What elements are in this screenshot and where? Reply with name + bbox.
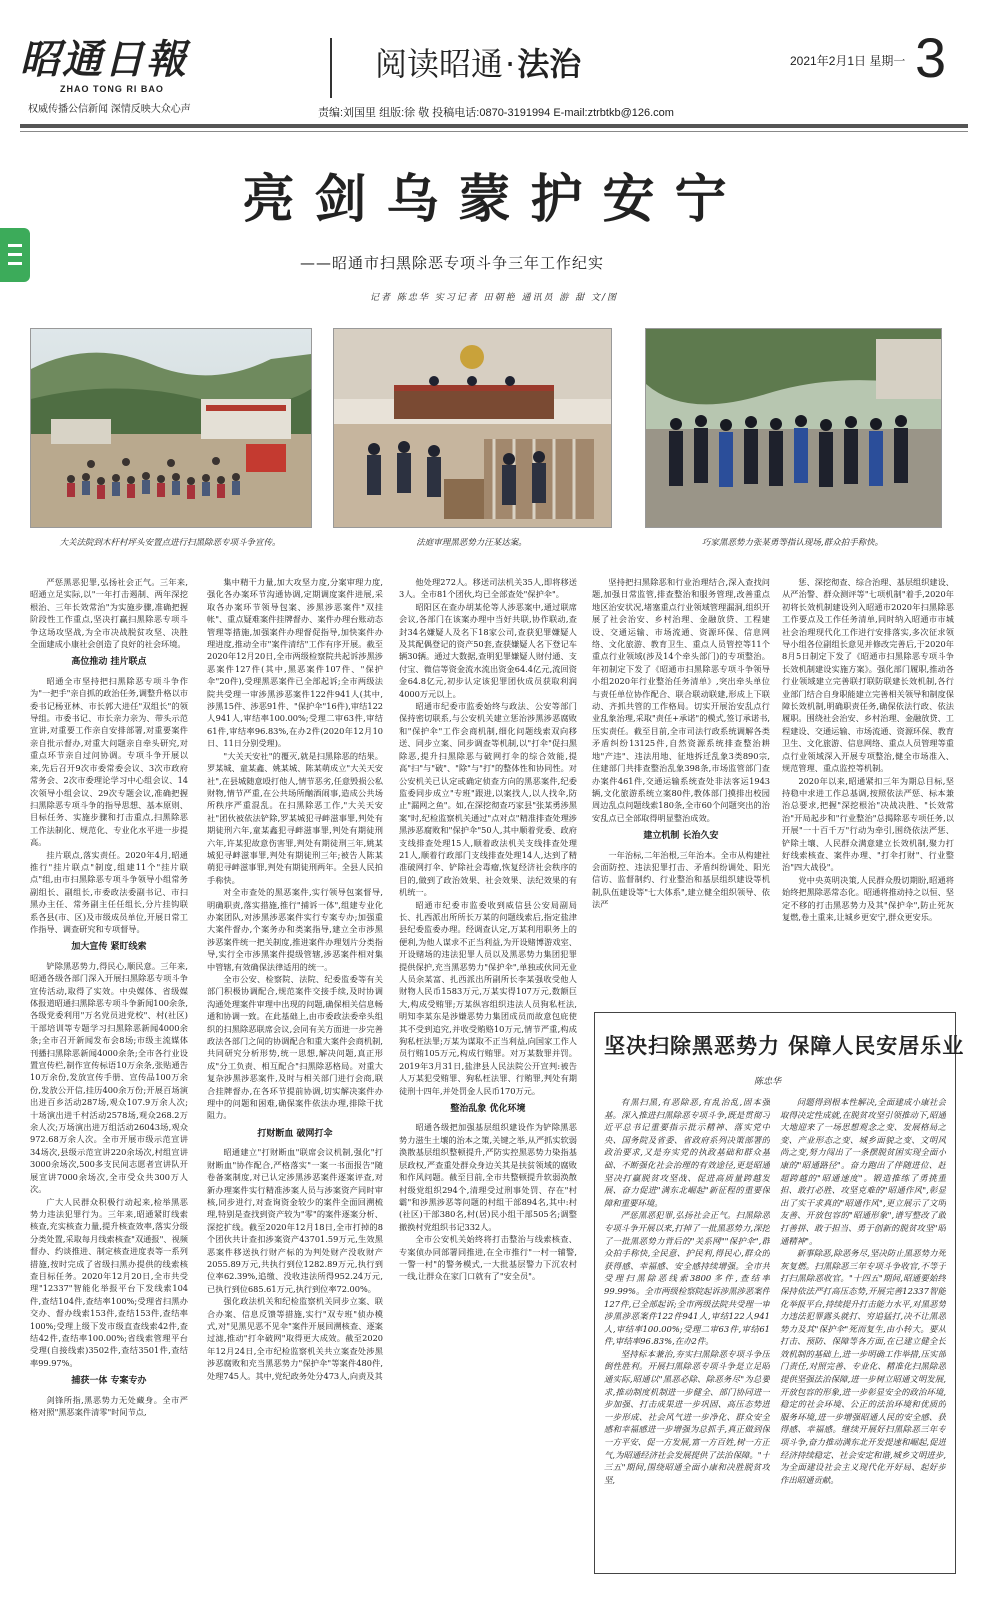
photo-caption: 大关法院到木杆村坪头安置点进行扫黑除恶专项斗争宣传。 xyxy=(59,538,281,548)
section-heading: 打财断血 破网打伞 xyxy=(257,1128,333,1139)
paragraph: 昭通市纪委市监委收到威信县公安局副局长、扎西派出所所长万某的问题线索后,指定盐津县纪委监委办理。经调查认定,万某利用职务上的便利,为他人谋求不正当利益,为开设赌博游戏室、开设赌场的违法犯罪人员以及黑恶势力集团犯罪提供保护,充当黑恶势力"保护伞",单独或伙同无业人员余某富、扎西派出所副所长李某强收受他人财物人民币1583万元,万某实得107万元,数额巨大,构成受贿罪;万某纵容组织违法人员狗私枉法,明知李某东是涉嫌恶势力集团成员而故意包庇使其不受到追究,并收受贿赂10万元,情节严重,构成狗私枉法罪;万某为谋取不正当利益,向国家工作人员行贿105万元,构成行贿罪。对万某数罪并罚。2019年3月31日,盐津县人民法院公开宣判:被告人万某犯受贿罪、狗私枉法罪、行贿罪,判处有期徒刑十四年,并处罚金人民币170万元。 xyxy=(399,899,577,1096)
article-column-3 xyxy=(399,576,577,1601)
photo-publicity-event xyxy=(30,328,312,528)
paragraph: 强化政法机关和纪检监察机关同步立案、联合办案、信息反馈等措施,实行"双专班"侦办模式,对"见黑见恶不见伞"案件开展回溯核查、逐案过滤,推动"打伞破网"取得更大成效。截至2020年12月24日,全市纪检监察机关共立案查处涉黑涉恶腐败和充当黑恶势力"保护伞"等案件480件,处理745人。其中,党纪政务处分473人,向责及其 xyxy=(207,1296,383,1381)
section-title xyxy=(375,44,581,84)
paragraph: 严惩黑恶犯罪,弘扬社会正气。扫黑除恶专项斗争开展以来,打掉了一批黑恶势力,深挖了一批黑恶势力背后的"关系网""保护伞",群众拍手称快,全民意、护民利,得民心,群众的获得感、幸福感、安全感持续增强。全市共受理扫黑除恶线索3800多件,查结率99.99%。全市两级检察院起诉涉黑涉恶案件127件,已全部起诉;全市两级法院共受理一审涉黑涉恶案件122件941人,审结122人941人,审结率100.00%;受理二审63件,审结61件,审结率96.83%,在办2件。 xyxy=(604,1210,770,1347)
commentary-column-1 xyxy=(604,1096,770,1566)
paragraph: 昭通建立"打财断血"联席会议机制,强化"打财断血"协作配合,严格落实"一案一书面报告"随卷备案制度,对已认定涉黑涉恶案件逐案评查,对新办理案件实行精准涉案人员与涉案资产同时审核,同步进行,对查询资金较少的案件全面回溯梳理,特别是查找到资产较为"零"的案件逐案分析、深挖扩线。截至2020年12月18日,全市打掉的8个团伙共计查扣涉案资产43701.59万元,生效黑恶案件移送执行财产标的为判处财产没收财产2055.89万元,共执行到位1282.89万元,执行到位率62.39%,追缴、没收违法所得952.24万元,已执行到位685.61万元,执行到位率72.00%。 xyxy=(207,1147,383,1294)
paragraph: 昭通市纪委市监委始终与政法、公安等部门保持密切联系,与公安机关建立惩治涉黑涉恶腐败和"保护伞"工作会商机制,细化问题线索双向移送、同步立案、同步调查等机制,以"打伞"促扫黑除恶,提升扫黑除恶与破网打伞的综合效能,提高"扫"与"破"、"除"与"打"的整体性和协同性。对公安机关已认定或确定侦查方向的黑恶案件,纪委监委同步成立"专班"跟进,以案找人,以人找伞,防止"漏网之鱼"。如,在深挖彻查巧家县"张某勇涉黑案"时,纪检监察机关通过"点对点"精准排查处理涉黑涉恶腐败和"保护伞"50人,其中顺着党委、政府支线排查处理15人,顺着政法机关支线排查处理21人,顺着行政部门支线排查处理14人,达到了精准破网打伞、铲除社会毒瘤,恢复经济社会秩序的目的,做到了政治效果、社会效果、法纪效果的有机统一。 xyxy=(399,701,577,898)
section-heading: 建立机制 长治久安 xyxy=(643,831,719,842)
paragraph: 严惩黑恶犯罪,弘扬社会正气。三年来,昭通立足实际,以"一年打击遏制、两年深挖根治、三年长效常治"为实施步骤,准确把握阶段性工作重点,坚决打赢扫黑除恶专项斗争这场攻坚战,为全市决战脱贫攻坚、决胜全面建成小康社会创造了良好的社会环境。 xyxy=(30,577,188,650)
section-heading: 高位推动 挂片联点 xyxy=(71,657,147,668)
masthead-rule-thin xyxy=(20,131,968,132)
page-number: 3 xyxy=(915,26,947,89)
newspaper-pinyin: ZHAO TONG RI BAO xyxy=(60,84,164,94)
section-dot: · xyxy=(505,45,516,83)
section-heading: 加大宣传 紧盯线索 xyxy=(71,942,147,953)
photo-courtroom xyxy=(333,328,612,528)
article-column-1 xyxy=(30,576,188,1601)
menu-icon-line xyxy=(8,262,22,265)
paragraph: 昭通各级把加强基层组织建设作为铲除黑恶势力滋生土壤的治本之策,关键之举,从严抓实软弱涣散基层组织整顿提升,严防实控黑恶势力染指基层政权,严查重处群众身边关其是扶贫领域的腐败和作风问题。截至目前,全市共整顿提升软弱涣散村级党组织294个,清理受过刑事处罚、存在"村霸"和涉黑涉恶等问题的村组干部894名,其中:村(社区)干部380名,村(居)民小组干部505名;调整撤换村党组织书记332人。 xyxy=(399,1122,577,1232)
paragraph: 昭通全市坚持把扫黑除恶专项斗争作为"一把手"亲自抓的政治任务,调整升格以市委书记杨亚林、市长郭大进任"双组长"的领导组。市委书记、市长亲力亲为、带头示范宣讲,对重要工作亲自安排部署,对重要案件亲自批示督办,对重大问题亲自牵头研究,对重点环节亲自过问协调。专项斗争开展以来,先后召开9次市委常委会议、3次市政府常务会、2次市委理论学习中心组会议、14次领导小组会议、29次专题会议,准确把握扫黑除恶专项斗争的指导思想、基本原则、目标任务、实施步骤和打击重点,扫黑除恶工作法制化、规范化、专业化水平进一步提高。 xyxy=(30,675,188,848)
paragraph: 铲除黑恶势力,得民心,顺民意。三年来,昭通各级各部门深入开展扫黑除恶专项斗争宣传活动,取得了实效。中央媒体、省级媒体报道昭通扫黑除恶专项斗争新闻100余条,各级党委利用"万名党员进党校"、村(社区)干部培训等专题学习扫黑除恶新闻4000余条;全市召开新闻发布会8场;市级主流媒体刊播扫黑除恶新闻4000余条;全市各行业设置宣传栏,制作宣传标语10万余条,张贴通告10万余份,发放宣传手册、宣传品100万余份,发放公开信,挂历400余万份;开展百场演出进百乡活动287场,观众107.9万余人次;十场演出进千村活动2578场,观众268.2万余人次;万场演出进万组活动26043场,观众972.68万余人次。全市开展市级示范宣讲34场次,县级示范宣讲220余场次,村组宣讲3000余场次,500多支民间志愿者宣讲队开展宣讲7000余场次,全市受众共300万人次。 xyxy=(30,960,188,1195)
issue-date: 2021年2月1日 星期一 xyxy=(790,54,906,68)
paragraph: 对全市查处的黑恶案件,实行领导包案督导,明确职责,落实措施,推行"捕诉一体",组建专业化办案团队,对涉黑涉恶案件实行专案专办;加强重大案件督办,个案务办和类案指导,建立全市涉黑涉恶案件统一把关制度,推进案件办理划片分类指导,实行全市涉黑案件提级管辖,涉恶案件相对集中管辖,有效确保法律适用的统一。 xyxy=(207,887,383,972)
paragraph: 他处理272人。移送司法机关35人,即将移送3人。全市81个团伙,均已全部查处"保护伞"。 xyxy=(399,577,577,600)
article-column-2 xyxy=(207,576,383,1601)
section-heading: 捕获一体 专案专办 xyxy=(71,1376,147,1387)
photo-scene-identification xyxy=(645,328,942,528)
paragraph: 2020年以来,昭通紧扣三年为期总目标,坚持稳中求进工作总基调,按照依法严惩、标本兼治总要求,把握"深挖根治"决战决胜、"长效常治"开局起步和"行业整治"总揭除恶专项任务,以开展"一十百千万"行动为牵引,围绕依法严惩、铲除土壤、人民群众满意建立长效机制,聚力打好线索核查、案件办理、"打伞打财"、行业整治"四大战役"。 xyxy=(782,775,954,873)
photo-caption: 法庭审理黑恶势力汪某达案。 xyxy=(416,538,527,548)
paragraph: 挂片联点,落实责任。2020年4月,昭通推行"挂片联点"制度,组建11个"挂片联点"组,由市扫黑除恶专项斗争领导小组常务副组长、副组长,市委政法委副书记、市扫黑办主任、常务副主任任组长,分片挂钩联系各县(市、区)及市级成员单位,开展日常工作指导、调查研究和专项督导。 xyxy=(30,849,188,934)
paragraph: 全市公安机关始终将打击整治与线索核查、专案侦办同部署同推进,在全市推行"一村一辅警,一警一村"的警务模式,一大批基层警力下沉农村一线,让群众在家门口就有了"安全员"。 xyxy=(399,1234,577,1282)
article-column-5 xyxy=(782,576,954,996)
paragraph: 剑锋所指,黑恶势力无处藏身。全市严格对照"黑恶案件清零"时间节点, xyxy=(30,1394,188,1417)
menu-icon-line xyxy=(8,244,22,247)
article-byline: 记者 陈忠华 实习记者 田朝艳 通讯员 游 甜 文/图 xyxy=(370,293,619,303)
commentary-title: 坚决扫除黑恶势力 保障人民安居乐业 xyxy=(604,1034,965,1058)
paragraph: 广大人民群众积极行动起来,检举黑恶势力违法犯罪行为。三年来,昭通紧盯线索核查,充实核查力量,提升核查效率,落实分级分类处置,采取每月线索核查"双通报"、视频督办、约谈推进、制定核查进度表等一系列措施,按时完成了省级扫黑办提供的线索核查目标任务。2020年12月20日,全市共受理"12337"智能化举报平台下发线索104件,查结104件,查结率100%;受理省扫黑办交办、督办线索153件,查结153件,查结率100%;受理上级下发市级直查线索42件,查结42件,查结率100.00%;省线索管理平台受理(自接线索)3502件,查结3501件,查结率99.97%。 xyxy=(30,1196,188,1368)
section-name: 阅读昭通 xyxy=(375,45,504,83)
paragraph: 新事除恶,除恶务尽,坚决防止黑恶势力死灰复燃。扫黑除恶三年专项斗争收官,不等于打扫黑除恶收官。"十四五"期间,昭通要始终保持依法严打高压态势,开展完善12337智能化举报平台,持续提升打击能力水平,对黑恶势力违法犯罪露头就打、穷追猛打,决不让黑恶势力及其"保护伞"死而复生,由小转大。要从打击、预防、保障等各方面,在已建立健全长效机制的基础上,进一步明确工作举措,压实部门责任,对照完善、专业化、精准化扫黑除恶提供坚强法治保障,进一步树立昭通文明发展,开放包容的形象,进一步彰显安全的政治环境,稳定的社会环境、公正的法治环境和优质的服务环境,进一步增强昭通人民的安全感、获得感、幸福感。继续开展好扫黑除恶三年专项斗争,奋力推动满东北开发提速和崛起,促进经济持续稳定、社会安定和谐,城乡文明进步,为全面建设社会主义现代化开好局、起好步作出昭通贡献。 xyxy=(780,1248,946,1485)
paragraph: 有黑扫黑,有恶除恶,有乱治乱,固本强基。深入推进扫黑除恶专项斗争,既是贯彻习近平总书记重要指示批示精神、落实党中央、国务院及省委、省政府系列决策部署的政治要求,又是夯实党的执政基础和群众基础、不断强化社会治理的有效途径,更是昭通坚决打赢脱贫攻坚战、促进高质量跨越发展、奋力促进"满东北崛起"新征程的重要保障和重要环境。 xyxy=(604,1097,770,1208)
article-headline: 亮剑乌蒙护安宁 xyxy=(242,170,747,230)
paragraph: 问题得到根本性解决,全面建成小康社会取得决定性成就,在脱贫攻坚引领推动下,昭通大地迎来了一场思想观念之变、发展格局之变、产业形态之变、城乡面貌之变、文明风尚之变,努力闯出了一条摆脱贫困实现全面小康的"昭通路径"。奋力跑出了伴随进位、赶超跨越的"昭通速度"。锻造推练了勇挑重担、敢打必胜、攻坚克难的"昭通作风",彰显出了实干求真的"昭通作风",更立展示了文明友善、开放包容的"昭通形象",谱写整改了敢打善拼、敢于担当、勇于创新的脱贫攻坚"昭通精神"。 xyxy=(780,1097,946,1246)
article-column-4 xyxy=(592,576,770,996)
paragraph: 昭阳区在查办胡某伦等人涉恶案中,通过联席会议,各部门在该案办理中当好共联,协作联动,查封34名嫌疑人及名下18家公司,查获犯罪嫌疑人及其配偶登记的资产50套,查获嫌疑人名下登记车辆30辆。通过大数据,查明犯罪嫌疑人财付通、支付宝、微信等资金流水流出资金64.4亿元,流回资金64.8亿元,初步认定该犯罪团伙成员获取利润4000万元以上。 xyxy=(399,601,577,699)
paragraph: 坚持把扫黑除恶和行业治理结合,深入查找问题,加强日常监管,排查整治和服务管理,改善重点地区治安状况,堵塞重点行业领域管理漏洞,组织开展了社会治安、乡村治理、金融放贷、工程建设、交通运输、市场流通、资源环保、信息网络、文化旅游、教育卫生、重点人员管控等11个重点行业领域(涉及14个牵头部门)的专项整治。年初制定下发了《昭通市扫黑除恶专项斗争领导小组2020年行业整治任务清单》,突出牵头单位与责任单位协作配合、联合联动联建,形成上下联动、齐抓共管的工作格局。切实开展治安乱点行业乱象治理,采取"责任+承诺"的模式,签订承诺书,压实责任。截至目前,全市司法行政系统调解各类矛盾纠纷13125件,自然资源系统排查整治耕地"产违"、违法用地、征地拆迁乱象3类890宗,住建部门共排查整治乱象398条,市场监管部门查办案件461件,交通运输系统查处非法客运1943辆,文化旅游系统立案80件,教体部门摸排出校园周边乱点问题线索180条,全市60个问题突出的治安乱点已全部取得明显整治成效。 xyxy=(592,577,770,823)
newspaper-tagline: 权威传播公信新闻 深情反映大众心声 xyxy=(28,104,191,115)
article-subhead: ——昭通市扫黑除恶专项斗争三年工作纪实 xyxy=(300,254,605,272)
masthead-rule xyxy=(20,124,968,128)
commentary-column-2 xyxy=(780,1096,946,1566)
section-heading: 整治乱象 优化环境 xyxy=(450,1104,526,1115)
paragraph: "大关天安社"的覆灭,就是扫黑除恶的结果。罗某城、童某鑫、姚某城、陈某萌成立"大关天安社",在县城随意殴打他人,情节恶劣,任意毁损公私财物,情节严重,在公共场所酗酒闹事,造成公共场所秩序严重混乱。在扫黑除恶工作,"大关天安社"团伙被依法铲除,罗某城犯寻衅滋事罪,判处有期徒刑六年,童某鑫犯寻衅滋事罪,判处有期徒刑六年,许某犯故意伤害罪,判处有期徒刑三年,姚某城犯寻衅滋事罪,判处有期徒刑三年;被告人陈某萌犯寻衅滋事罪,判处有期徒刑两年。全县人民拍手称快。 xyxy=(207,750,383,885)
sidebar-toggle-tab[interactable] xyxy=(0,228,30,282)
editor-credits: 责编:刘国里 组版:徐 敬 投稿电话:0870-3191994 E-mail:ztrbtkb@126.com xyxy=(318,107,674,119)
newspaper-logo: 昭通日報 xyxy=(20,36,188,83)
photo-caption: 巧家黑恶势力张某勇等指认现场,群众拍手称快。 xyxy=(701,538,884,548)
paragraph: 全市公安、检察院、法院、纪委监委等有关部门积极协调配合,规范案件交接手续,及时协调沟通处理案件审理中出现的问题,确保相关信息畅通和协调一致。在此基础上,由市委政法委牵头组织的扫黑除恶联席会议,会同有关方面进一步完善政法各部门之间的协调配合和重大案件会商机制,共同研究分析形势,统一思想,解决问题,真正形成"分工负责、相互配合"扫黑除恶格局。对重大复杂涉黑涉恶案件,及时与相关部门进行会商,联合挂牌督办,在各环节提前协调,切实解决案件办理中的问题和困难,确保案件依法办理,排除干扰阻力。 xyxy=(207,974,383,1121)
masthead-divider xyxy=(330,38,332,98)
paragraph: 党中央英明决策,人民群众殷切期盼,昭通将始终把黑除恶常态化。昭通将推动持之以恒、坚定不移的打击黑恶势力及其"保护伞",防止死灰复燃,卷土重来,让城乡更安宁,群众更安乐。 xyxy=(782,874,954,922)
section-topic: 法治 xyxy=(517,45,582,83)
paragraph: 坚持标本兼治,夯实扫黑除恶专项斗争压倒性胜利。开展扫黑除恶专项斗争是立足昭通实际,昭通以"黑恶必除、除恶务尽"为总要求,推动制度机制进一步健全、部门协同进一步加强、打击成果进一步巩固、高压态势进一步形成、社会风气进一步净化、群众安全感和幸福感进一步增强为总抓手,真正做到保一方平安、促一方发展,富一方百姓,树一方正气,为昭通经济社会发展提供了法治保障。"十三五"期间,围绕昭通全面小康和决胜脱贫攻坚, xyxy=(604,1348,770,1485)
menu-icon-line xyxy=(8,253,22,256)
commentary-author: 陈忠华 xyxy=(754,1077,782,1087)
paragraph: 一年治标,二年治根,三年治本。全市从构建社会面防控、违法犯罪打击、矛盾纠纷调处、阳光信访、监督制约、行业整治和基层组织建设等机制,队伍建设等"七大体系",建立健全组织领导、依法严 xyxy=(592,849,770,910)
paragraph: 集中精干力量,加大攻坚力度,分案审理力度,强化各办案环节沟通协调,定期调度案件进展,采取各办案环节领导包案、涉黑涉恶案件"双挂帐"、重点疑难案件挂牌督办、案件办理台账动态管理等措施,加强案件办理督促指导,加快案件办理进度,推动全市"案件清结"工作有序开展。截至2020年12月20日,全市两级检察院共起诉涉黑涉恶案件127件(其中,黑恶案件107件、"保护伞"20件),受理黑恶案件已全部起诉;全市两级法院共受理一审涉黑涉恶案件122件941人(其中,涉黑15件、涉恶91件、"保护伞"16件),审结122人941人,审结率100.00%;受理二审63件,审结61件,审结率96.83%,在办2件(2020年12月10日、11日分别受理)。 xyxy=(207,577,383,749)
paragraph: 惩、深挖彻查、综合治理、基层组织建设、从严治警、群众测评等"七项机制"着手,2020年初将长效机制建设列入昭通市2020年扫黑除恶工作要点及工作任务清单,同时纳入昭通市市城社会治理现代化工作进行安排落实,多次征求领导小组各位副组长意见并修改完善后,于2020年8月5日制定下发了《昭通市扫黑除恶专项斗争长效机制建设实施方案》。强化部门履职,推动各行业领域建立完善联打联防联建长效机制,各行业部门结合自身职能建立完善相关领导和制度保障长效机制,明确职责任务,确保依法行政、依法履职。围绕社会治安、乡村治理、金融放贷、工程建设、交通运输、市场流通、资源环保、教育卫生、文化旅游、信息网络、重点人员管理等重点行业领域深入开展专项整治,健全市场准入、规范管理、重点监控等机制。 xyxy=(782,577,954,774)
